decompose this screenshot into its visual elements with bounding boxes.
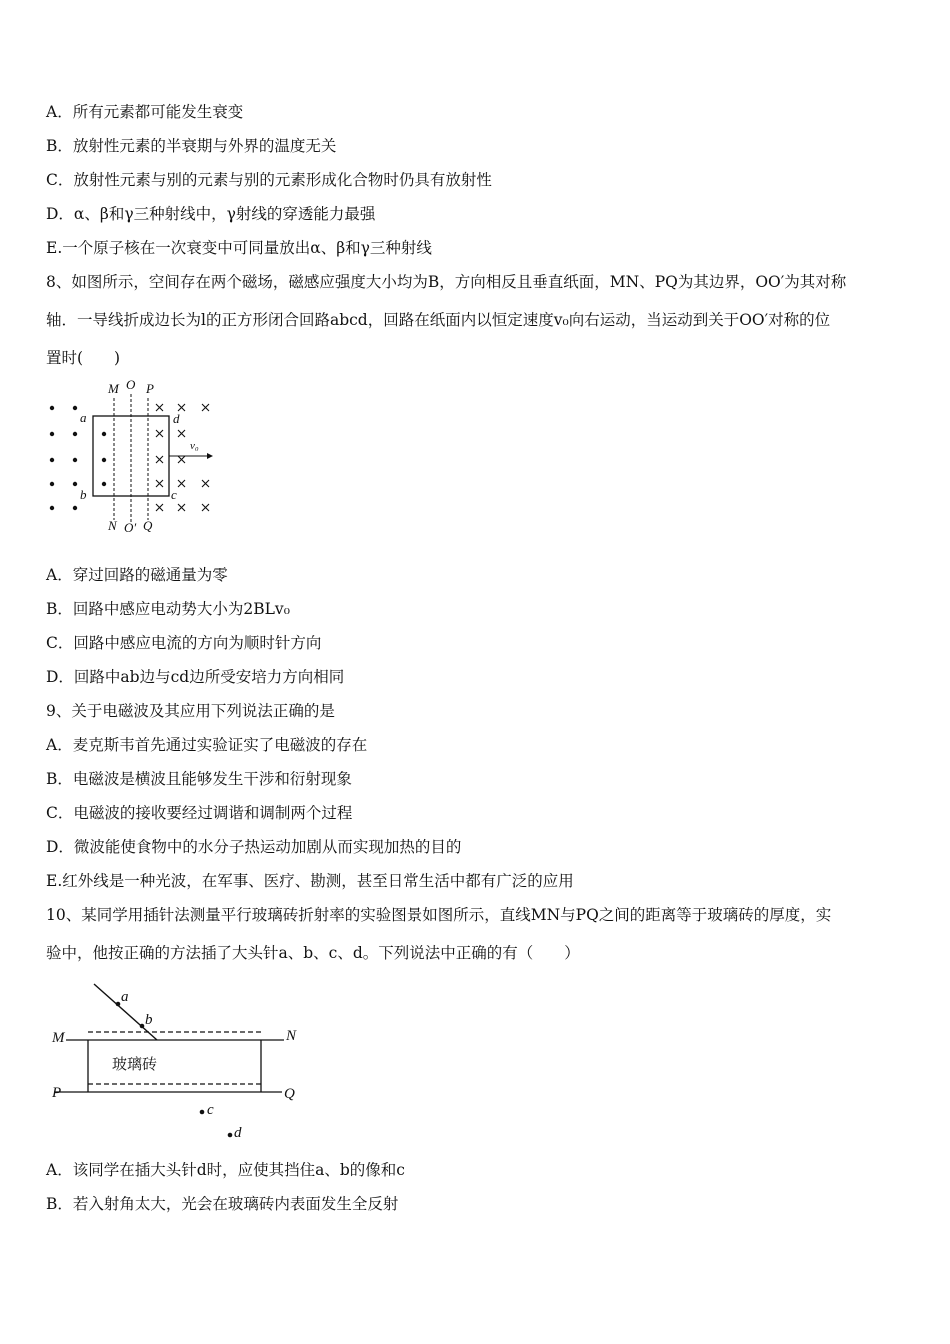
label-p: P: [146, 381, 154, 396]
label-q: Q: [284, 1086, 295, 1102]
q10-option-b: B．若入射角太大，光会在玻璃砖内表面发生全反射: [46, 1195, 399, 1213]
q9-stem: 9、关于电磁波及其应用下列说法正确的是: [46, 702, 335, 720]
q7-option-c: C．放射性元素与别的元素与别的元素形成化合物时仍具有放射性: [46, 171, 492, 189]
label-q: Q: [143, 518, 153, 533]
label-p: P: [52, 1085, 62, 1101]
pin-c: [200, 1110, 205, 1115]
pin-d: [228, 1133, 233, 1138]
arrow-head-icon: [207, 453, 213, 459]
label-o: O: [126, 378, 136, 392]
label-b: b: [145, 1012, 153, 1028]
label-d: d: [234, 1125, 242, 1141]
label-m: M: [108, 381, 119, 396]
field-dots-out-of-page: [50, 406, 106, 510]
q8-stem-line3: 置时( ): [46, 349, 121, 367]
q9-option-e: E.红外线是一种光波，在军事、医疗、勘测，甚至日常生活中都有广泛的应用: [46, 872, 574, 890]
label-n: N: [286, 1028, 297, 1044]
q10-stem-line2: 验中，他按正确的方法插了大头针a、b、c、d。下列说法中正确的有（ ）: [46, 944, 580, 962]
label-c: c: [207, 1102, 214, 1118]
label-n: N: [108, 518, 117, 533]
q8-stem-line2: 轴．一导线折成边长为l的正方形闭合回路abcd，回路在纸面内以恒定速度v₀向右运动，当运动到关于OO′对称的位: [46, 311, 831, 329]
label-o-prime: O′: [124, 520, 137, 535]
q8-option-d: D．回路中ab边与cd边所受安培力方向相同: [46, 668, 345, 686]
label-a: a: [121, 989, 129, 1005]
q10-option-a: A．该同学在插大头针d时，应使其挡住a、b的像和c: [46, 1161, 405, 1179]
q7-option-a: A．所有元素都可能发生衰变: [46, 103, 244, 121]
label-a: a: [80, 410, 87, 425]
label-m: M: [52, 1030, 65, 1046]
q7-option-d: D．α、β和γ三种射线中，γ射线的穿透能力最强: [46, 205, 376, 223]
q8-option-c: C．回路中感应电流的方向为顺时针方向: [46, 634, 322, 652]
q9-option-d: D．微波能使食物中的水分子热运动加剧从而实现加热的目的: [46, 838, 462, 856]
q10-stem-line1: 10、某同学用插针法测量平行玻璃砖折射率的实验图景如图所示，直线MN与PQ之间的距离等于玻璃砖的厚度，实: [46, 906, 832, 924]
q8-stem-line1: 8、如图所示，空间存在两个磁场，磁感应强度大小均为B，方向相反且垂直纸面，MN、PQ为其边界，OO′为其对称: [46, 273, 847, 291]
pin-b: [140, 1024, 145, 1029]
q9-option-c: C．电磁波的接收要经过调谐和调制两个过程: [46, 804, 353, 822]
field-crosses-into-page: [156, 404, 209, 511]
label-b: b: [80, 487, 87, 502]
label-d: d: [173, 411, 180, 426]
label-v0: v₀: [190, 440, 199, 452]
q7-option-b: B．放射性元素的半衰期与外界的温度无关: [46, 137, 337, 155]
label-c: c: [171, 487, 177, 502]
q8-option-a: A．穿过回路的磁通量为零: [46, 566, 228, 584]
pin-a: [116, 1002, 121, 1007]
q8-magnetic-field-figure: [44, 378, 219, 538]
q9-option-a: A．麦克斯韦首先通过实验证实了电磁波的存在: [46, 736, 368, 754]
q9-option-b: B．电磁波是横波且能够发生干涉和衍射现象: [46, 770, 352, 788]
q10-glass-block-figure: [44, 980, 314, 1145]
q7-option-e: E.一个原子核在一次衰变中可同量放出α、β和γ三种射线: [46, 239, 432, 257]
q8-option-b: B．回路中感应电动势大小为2BLv₀: [46, 600, 290, 618]
label-glass-block: 玻璃砖: [112, 1055, 158, 1073]
